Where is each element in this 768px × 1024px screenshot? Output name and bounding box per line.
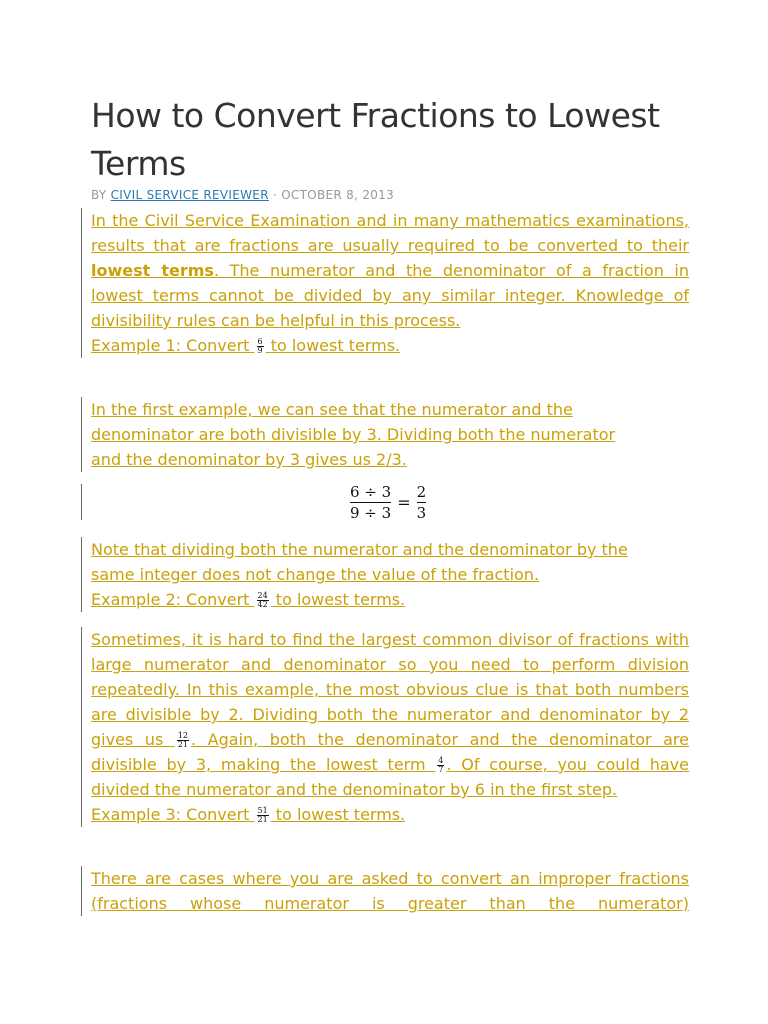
publish-date: OCTOBER 8, 2013 (281, 188, 395, 202)
example2-text-3: . Of course, you could have divided the numerator and the denominator by 6 in the first step. (91, 755, 689, 799)
intro-block (81, 208, 689, 358)
note-block (81, 537, 671, 612)
example1-explanation-block (81, 397, 631, 472)
example1-prefix: Example 1: Convert (91, 336, 255, 355)
example1-suffix: to lowest terms. (265, 336, 401, 355)
equation-lhs-numerator: 6 ÷ 3 (350, 483, 392, 501)
example2-heading (91, 587, 671, 612)
example3-heading (91, 802, 689, 827)
example2-fraction (257, 592, 269, 609)
example3-explanation: There are cases where you are asked to convert an improper fractions (fractions whose numerator is greater than the numerator) (91, 869, 689, 913)
example2-block (81, 627, 689, 827)
equation-rhs-denominator: 3 (416, 504, 427, 522)
example2-intermediate-fraction (177, 732, 189, 749)
author-link[interactable]: CIVIL SERVICE REVIEWER (110, 188, 269, 202)
example2-explanation (91, 627, 689, 802)
example3-fraction (257, 807, 269, 824)
intro-bold-term: lowest terms (91, 261, 214, 280)
intro-text-1: In the Civil Service Examination and in many mathematics examinations, results that are fractions are usually required to be converted to their (91, 211, 689, 255)
equation-rhs-numerator: 2 (416, 483, 427, 501)
example2-intermediate-numerator: 12 (177, 731, 189, 740)
example2-text-1: Sometimes, it is hard to find the largest common divisor of fractions with large numerator and denominator so you need to perform division repeatedly. In this example, the most obvious clue is that both numbers are divisible by 2. Dividing both the numerator and denominator by 2 gives us (91, 630, 689, 749)
example2-result-fraction (437, 757, 444, 774)
example1-heading (91, 333, 689, 358)
example2-suffix: to lowest terms. (270, 590, 406, 609)
example1-explanation: In the first example, we can see that the numerator and the denominator are both divisible by 3. Dividing both the numerator and the denominator by 3 gives us 2/3. (91, 400, 616, 469)
example3-block (81, 866, 689, 916)
example3-numerator: 51 (257, 806, 268, 815)
example1-note: Note that dividing both the numerator and the denominator by the same integer does not change the value of the fraction. (91, 540, 628, 584)
equation-equals: = (397, 493, 411, 512)
equation-rhs-fraction (417, 482, 427, 523)
byline-prefix: BY (91, 188, 111, 202)
example2-result-numerator: 4 (438, 756, 444, 765)
example2-intermediate-denominator: 21 (177, 740, 189, 749)
equation-lhs-fraction (350, 482, 391, 523)
date-separator: · (268, 188, 282, 202)
example2-denominator: 42 (257, 600, 268, 609)
example2-text-2: . Again, both the denominator and the denominator are divisible by 3, making the lowest term (91, 730, 689, 774)
example3-denominator: 21 (257, 815, 268, 824)
equation-lhs-denominator: 9 ÷ 3 (350, 504, 392, 522)
article-meta (91, 188, 394, 202)
example1-numerator: 6 (257, 337, 263, 346)
intro-paragraph (91, 208, 689, 333)
example2-prefix: Example 2: Convert (91, 590, 255, 609)
article-title: How to Convert Fractions to Lowest Terms (91, 96, 660, 183)
example2-numerator: 24 (257, 591, 268, 600)
example1-equation (350, 482, 426, 523)
example1-denominator: 9 (257, 346, 263, 355)
example2-result-denominator: 7 (438, 765, 444, 774)
example1-fraction (257, 338, 264, 355)
example3-prefix: Example 3: Convert (91, 805, 255, 824)
intro-text-2: . The numerator and the denominator of a fraction in lowest terms cannot be divided by any similar integer. Knowledge of divisibility rules can be helpful in this process. (91, 261, 690, 330)
example3-suffix: to lowest terms. (270, 805, 406, 824)
